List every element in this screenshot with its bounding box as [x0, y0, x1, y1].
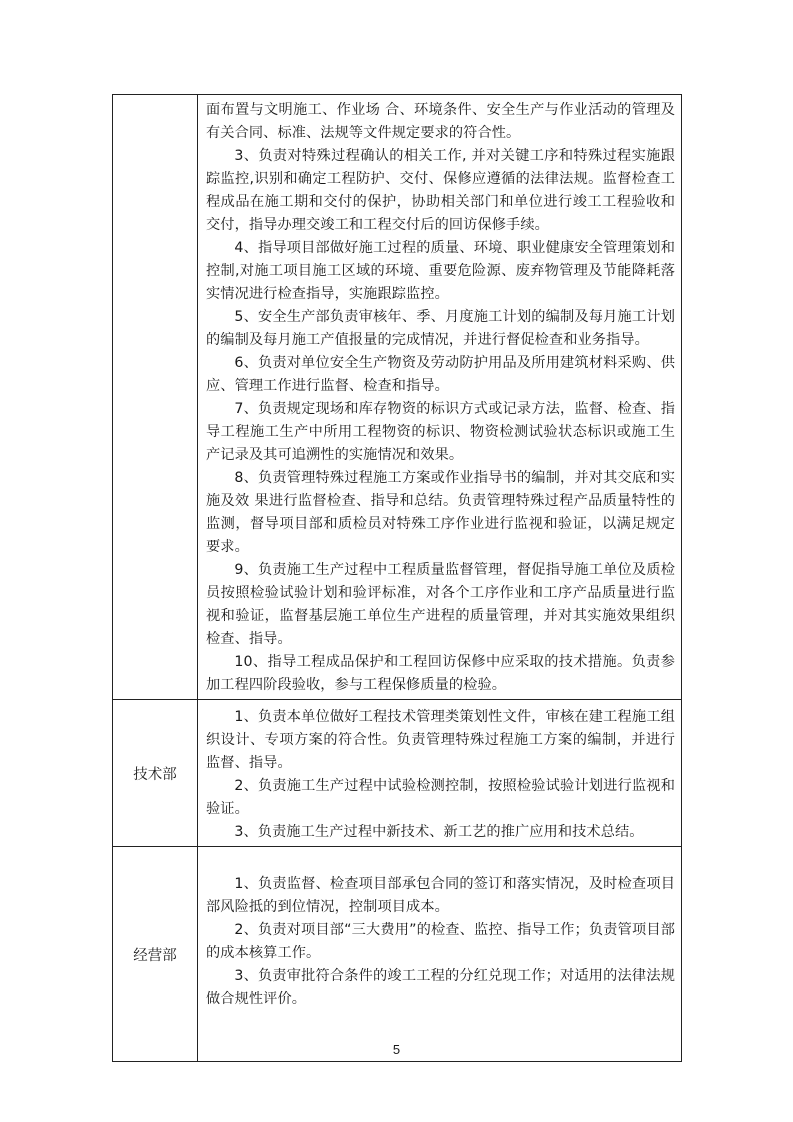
duty-paragraph: 3、负责审批符合条件的竣工工程的分红兑现工作；对适用的法律法规做合规性评价。: [206, 968, 675, 1007]
page-number: 5: [392, 1042, 401, 1057]
duty-paragraph: 5、安全生产部负责审核年、季、月度施工计划的编制及每月施工计划的编制及每月施工产值报量的完成情况，并进行督促检查和业务指导。: [206, 309, 675, 348]
duties-cell: [198, 847, 682, 1062]
department-cell: [113, 95, 198, 700]
duty-paragraph: 1、负责监督、检查项目部承包合同的签订和落实情况，及时检查项目部风险抵的到位情况，控制项目成本。: [206, 876, 675, 915]
duty-paragraph: 面布置与文明施工、作业场 合、环境条件、安全生产与作业活动的管理及有关合同、标准、法规等文件规定要求的符合性。: [206, 102, 675, 141]
duty-paragraph: 8、负责管理特殊过程施工方案或作业指导书的编制，并对其交底和实施及效 果进行监督检查、指导和总结。负责管理特殊过程产品质量特性的监测，督导项目部和质检员对特殊工序作业进行监视和验证，以满足规定要求。: [206, 470, 675, 555]
duty-paragraph: 7、负责规定现场和库存物资的标识方式或记录方法，监督、检查、指导工程施工生产中所用工程物资的标识、物资检测试验状态标识或施工生产记录及其可追溯性的实施情况和效果。: [206, 401, 675, 463]
duty-paragraph: 2、负责对项目部“三大费用”的检查、监控、指导工作；负责管项目部的成本核算工作。: [206, 922, 675, 961]
table-row: [113, 95, 682, 700]
duty-paragraph: 1、负责本单位做好工程技术管理类策划性文件，审核在建工程施工组织设计、专项方案的符合性。负责管理特殊过程施工方案的编制，并进行监督、指导。: [206, 709, 675, 771]
responsibility-table: [112, 94, 682, 1062]
duties-cell: [198, 700, 682, 847]
table-row: [113, 847, 682, 1062]
table-row: [113, 700, 682, 847]
duties-cell: [198, 95, 682, 700]
duty-paragraph: 3、负责对特殊过程确认的相关工作, 并对关键工序和特殊过程实施跟踪监控,识别和确定工程防护、交付、保修应遵循的法律法规。监督检查工程成品在施工期和交付的保护，协助相关部门和单位进行竣工工程验收和交付，指导办理交竣工和工程交付后的回访保修手续。: [206, 148, 675, 233]
department-cell: 经营部: [113, 847, 198, 1062]
duty-paragraph: 2、负责施工生产过程中试验检测控制，按照检验试验计划进行监视和验证。: [206, 778, 675, 817]
duty-paragraph: 9、负责施工生产过程中工程质量监督管理，督促指导施工单位及质检员按照检验试验计划和验评标准，对各个工序作业和工序产品质量进行监视和验证，监督基层施工单位生产进程的质量管理，并对其实施效果组织检查、指导。: [206, 562, 675, 647]
duty-paragraph: 3、负责施工生产过程中新技术、新工艺的推广应用和技术总结。: [234, 824, 644, 840]
duty-paragraph: 4、指导项目部做好施工过程的质量、环境、职业健康安全管理策划和控制,对施工项目施工区域的环境、重要危险源、废弃物管理及节能降耗落实情况进行检查指导，实施跟踪监控。: [206, 240, 675, 302]
duty-paragraph: 10、指导工程成品保护和工程回访保修中应采取的技术措施。负责参加工程四阶段验收，参与工程保修质量的检验。: [206, 654, 675, 693]
duty-paragraph: 6、负责对单位安全生产物资及劳动防护用品及所用建筑材料采购、供应、管理工作进行监督、检查和指导。: [206, 355, 675, 394]
department-cell: 技术部: [113, 700, 198, 847]
